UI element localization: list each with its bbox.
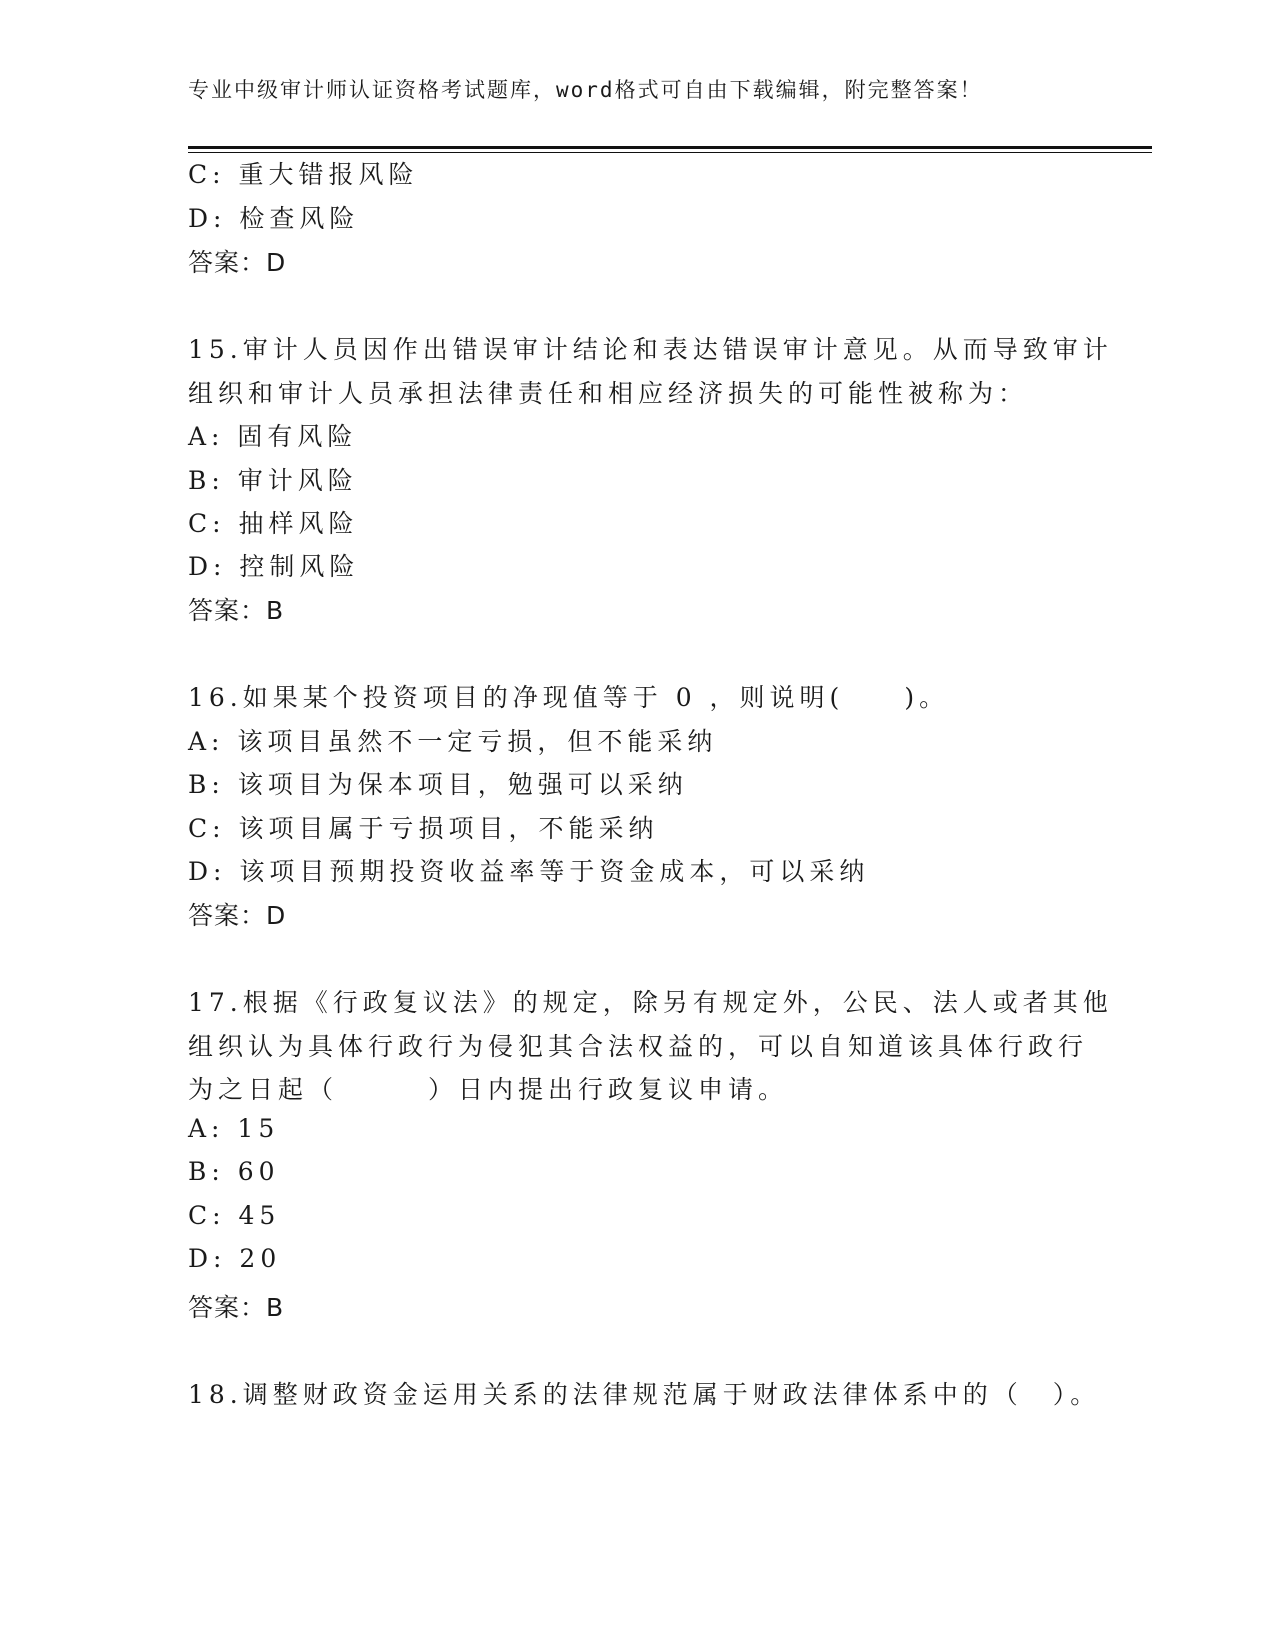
- question-15-line-2: 组织和审计人员承担法律责任和相应经济损失的可能性被称为：: [188, 379, 1029, 408]
- option-c: C: 45: [188, 1201, 281, 1230]
- header-rule-thin: [188, 152, 1152, 153]
- option-d: D: 该项目预期投资收益率等于资金成本，可以采纳: [188, 857, 870, 886]
- answer: 答案：D: [188, 248, 287, 277]
- option-c: C: 重大错报风险: [188, 160, 419, 189]
- option-a: A: 固有风险: [188, 422, 358, 451]
- answer: 答案：B: [188, 1293, 285, 1322]
- option-a: A: 该项目虽然不一定亏损，但不能采纳: [188, 727, 718, 756]
- option-d: D: 检查风险: [188, 204, 360, 233]
- option-c: C: 该项目属于亏损项目，不能采纳: [188, 814, 659, 843]
- answer: 答案：B: [188, 596, 285, 625]
- option-b: B: 该项目为保本项目，勉强可以采纳: [188, 770, 688, 799]
- header-rule-thick: [188, 146, 1152, 149]
- question-17-line-3: 为之日起（ ）日内提出行政复议申请。: [188, 1075, 789, 1104]
- option-a: A: 15: [188, 1114, 280, 1143]
- question-17-line-2: 组织认为具体行政行为侵犯其合法权益的，可以自知道该具体行政行: [188, 1032, 1089, 1061]
- answer: 答案：D: [188, 901, 287, 930]
- question-18-line-1: 18.调整财政资金运用关系的法律规范属于财政法律体系中的（ ）。: [188, 1380, 1101, 1409]
- question-16-line-1: 16.如果某个投资项目的净现值等于 0 ，则说明( )。: [188, 683, 950, 712]
- option-c: C: 抽样风险: [188, 509, 359, 538]
- option-b: B: 审计风险: [188, 466, 358, 495]
- option-d: D: 20: [188, 1244, 282, 1273]
- question-17-line-1: 17.根据《行政复议法》的规定，除另有规定外，公民、法人或者其他: [188, 988, 1113, 1017]
- option-d: D: 控制风险: [188, 552, 360, 581]
- question-15-line-1: 15.审计人员因作出错误审计结论和表达错误审计意见。从而导致审计: [188, 335, 1113, 364]
- page-header: 专业中级审计师认证资格考试题库，word格式可自由下载编辑，附完整答案！: [188, 78, 983, 102]
- option-b: B: 60: [188, 1157, 280, 1186]
